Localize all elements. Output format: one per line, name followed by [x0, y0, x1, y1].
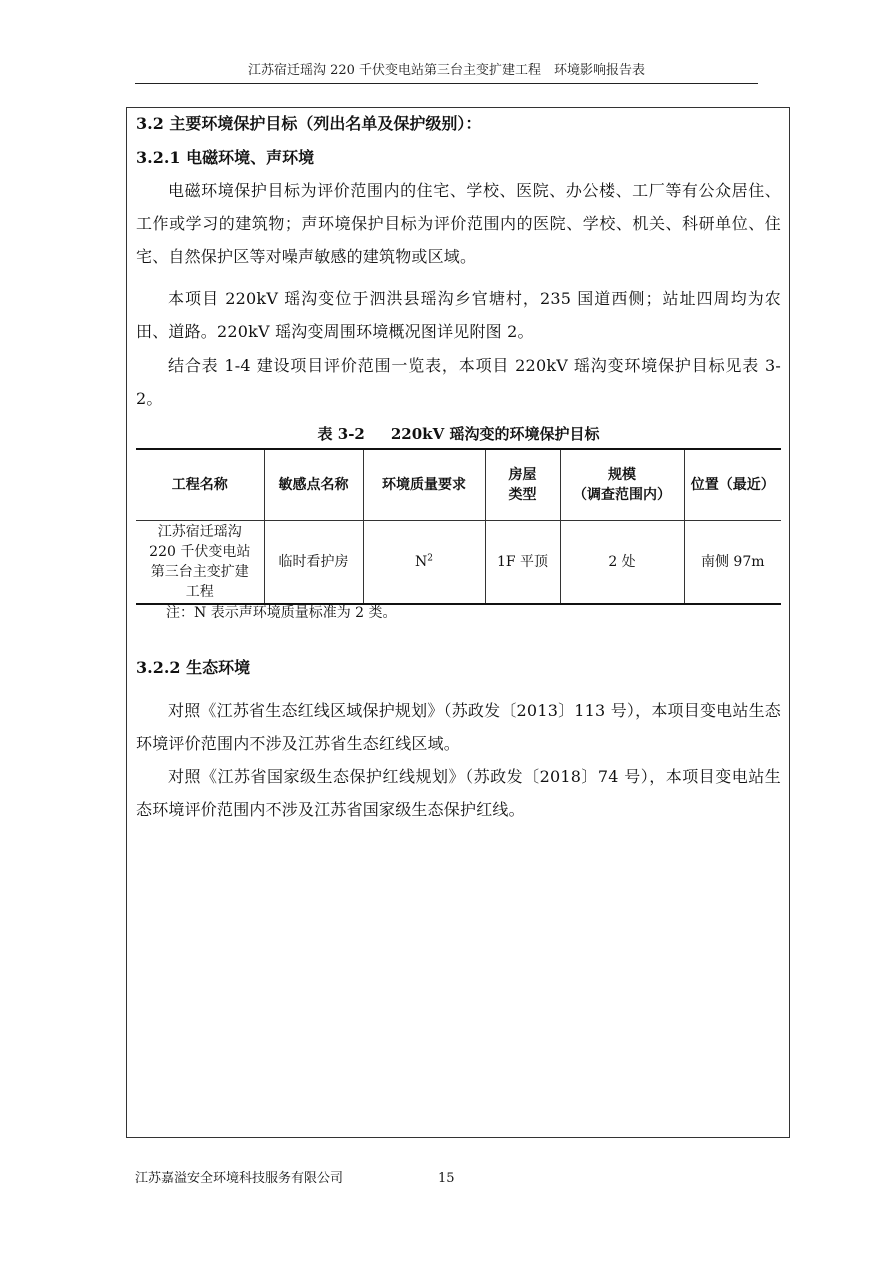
table-note: 注：N 表示声环境质量标准为 2 类。 [166, 605, 397, 621]
header-house-type [485, 449, 560, 521]
table-caption-title: 220kV 瑶沟变的环境保护目标 [390, 425, 600, 443]
header-house-type-line2: 类型 [508, 487, 537, 503]
cell-sensitive-point: 临时看护房 [264, 521, 363, 605]
running-header: 江苏宿迁瑶沟 220 千伏变电站第三台主变扩建工程 环境影响报告表 [247, 63, 646, 78]
cell-position: 南侧 97m [684, 521, 781, 605]
section-3-2-title: 3.2 主要环境保护目标（列出名单及保护级别）： [136, 114, 482, 133]
cell-house-type: 1F 平顶 [485, 521, 560, 605]
quality-requirement-superscript: 2 [427, 553, 433, 564]
cell-quality-requirement [363, 521, 485, 605]
paragraph-ecological-redline-2018: 对照《江苏省国家级生态保护红线规划》（苏政发〔2018〕74 号），本项目变电站生态环境评价范围内不涉及江苏省国家级生态保护红线。 [136, 767, 781, 819]
quality-requirement-base: N [415, 554, 428, 570]
header-rule [135, 83, 758, 84]
cell-project-name [136, 521, 264, 605]
header-scale-line1: 规模 [608, 467, 636, 483]
section-3-2-2-title: 3.2.2 生态环境 [136, 658, 251, 677]
protection-target-table [136, 448, 781, 605]
header-quality-requirement: 环境质量要求 [363, 449, 485, 521]
header-scale-line2: （调查范围内） [573, 487, 671, 503]
project-name-line: 江苏宿迁瑶沟 [157, 524, 242, 540]
table-row [136, 521, 781, 605]
project-name-line: 工程 [185, 584, 214, 600]
paragraph-table-reference: 结合表 1-4 建设项目评价范围一览表，本项目 220kV 瑶沟变环境保护目标见表 3-2。 [136, 356, 781, 408]
project-name-line: 第三台主变扩建 [150, 564, 249, 580]
section-3-2-1-title: 3.2.1 电磁环境、声环境 [136, 148, 315, 167]
project-name-line: 220 千伏变电站 [149, 544, 251, 560]
footer-company: 江苏嘉溢安全环境科技服务有限公司 [135, 1171, 344, 1186]
header-position: 位置（最近） [684, 449, 781, 521]
table-caption-number: 表 3-2 [317, 425, 365, 443]
header-sensitive-point: 敏感点名称 [264, 449, 363, 521]
table-caption [136, 424, 781, 444]
header-project-name: 工程名称 [136, 449, 264, 521]
header-scale [560, 449, 684, 521]
table-header-row [136, 449, 781, 521]
content-frame [126, 107, 790, 1138]
page-number: 15 [438, 1171, 455, 1186]
header-house-type-line1: 房屋 [508, 467, 537, 483]
paragraph-site-location: 本项目 220kV 瑶沟变位于泗洪县瑶沟乡官塘村，235 国道西侧；站址四周均为农田、道路。220kV 瑶沟变周围环境概况图详见附图 2。 [136, 289, 781, 341]
paragraph-protection-targets: 电磁环境保护目标为评价范围内的住宅、学校、医院、办公楼、工厂等有公众居住、工作或学习的建筑物；声环境保护目标为评价范围内的医院、学校、机关、科研单位、住宅、自然保护区等对噪声敏感的建筑物或区域。 [136, 181, 781, 266]
paragraph-ecological-redline-2013: 对照《江苏省生态红线区域保护规划》（苏政发〔2013〕113 号），本项目变电站生态环境评价范围内不涉及江苏省生态红线区域。 [136, 701, 781, 753]
cell-scale: 2 处 [560, 521, 684, 605]
